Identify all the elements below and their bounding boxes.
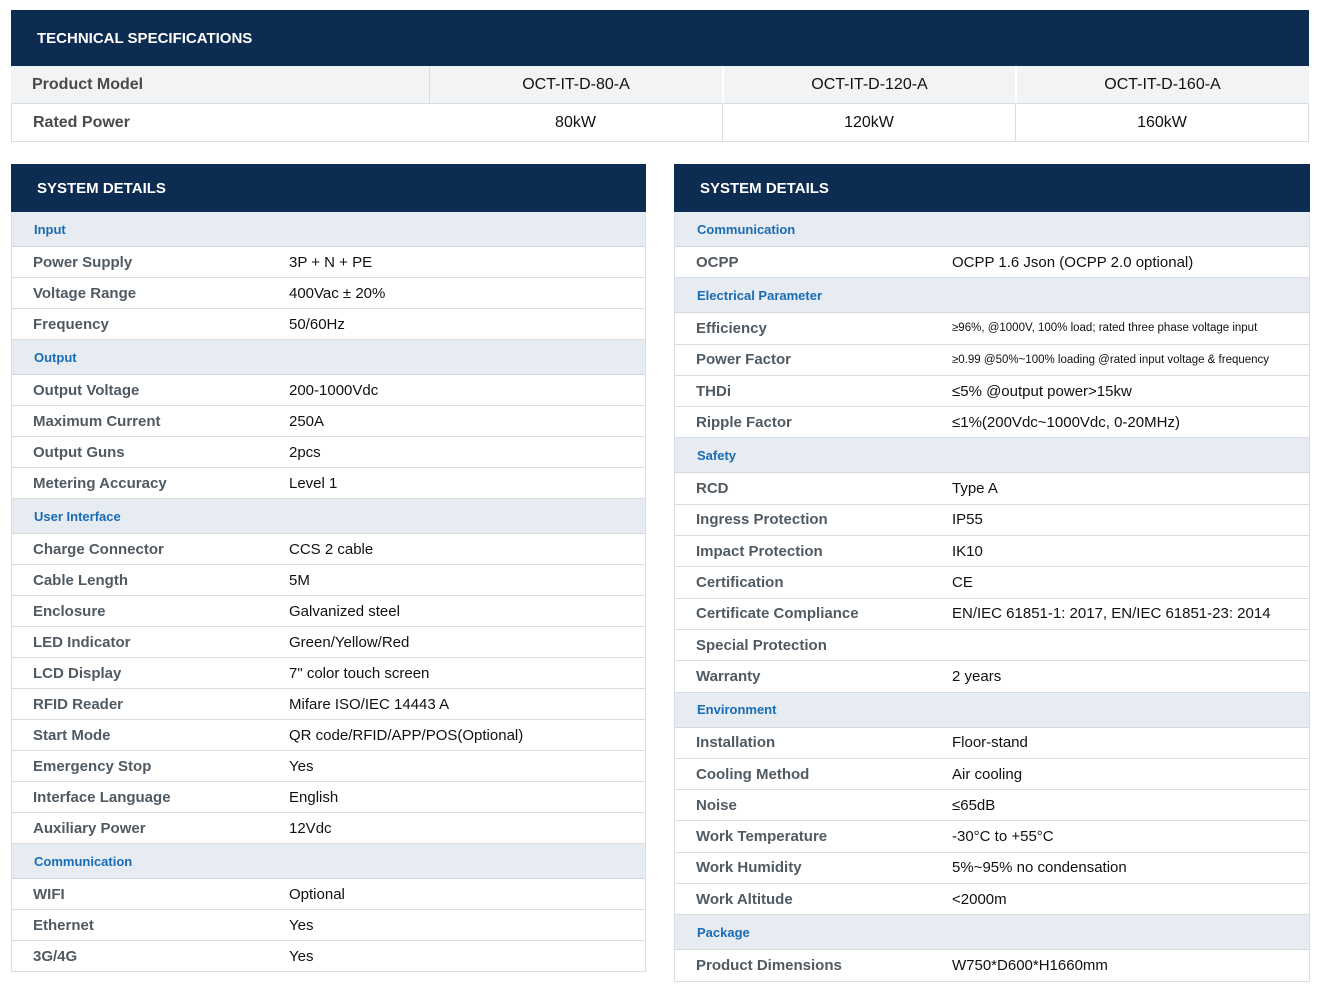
spec-value: IP55 — [952, 511, 983, 529]
power-80: 80kW — [555, 113, 596, 131]
spec-value: English — [289, 788, 339, 806]
spec-label: Ripple Factor — [696, 413, 792, 431]
spec-label: LED Indicator — [33, 633, 131, 651]
spec-row-impact-protection — [675, 536, 1309, 567]
spec-label: Ethernet — [33, 916, 94, 934]
spec-value: EN/IEC 61851-1: 2017, EN/IEC 61851-23: 2014 — [952, 605, 1271, 623]
spec-label: Ingress Protection — [696, 511, 828, 529]
spec-row-noise — [675, 790, 1309, 821]
spec-value: Yes — [289, 916, 314, 934]
spec-label: Voltage Range — [33, 284, 137, 302]
spec-label: Cable Length — [33, 571, 129, 589]
spec-row-start-mode — [12, 720, 645, 751]
spec-value: 200-1000Vdc — [289, 381, 379, 399]
system-details-left-header: SYSTEM DETAILS — [11, 164, 646, 212]
spec-value: 7" color touch screen — [289, 664, 430, 682]
spec-value: 12Vdc — [289, 819, 332, 837]
spec-row-efficiency — [675, 313, 1309, 344]
spec-row-special-protection — [675, 630, 1309, 661]
section-input: Input — [12, 212, 645, 247]
model-120: OCT-IT-D-120-A — [722, 66, 1015, 103]
spec-label: Charge Connector — [33, 540, 164, 558]
spec-label: Enclosure — [33, 602, 106, 620]
spec-value: 2pcs — [289, 443, 321, 461]
spec-label: Output Guns — [33, 443, 125, 461]
spec-value: Yes — [289, 947, 314, 965]
spec-value: Air cooling — [952, 765, 1023, 783]
model-160: OCT-IT-D-160-A — [1015, 66, 1308, 103]
spec-value: ≤5% @output power>15kw — [952, 382, 1132, 400]
spec-row-rcd — [675, 473, 1309, 504]
spec-row-power-supply — [12, 247, 645, 278]
spec-value: Galvanized steel — [289, 602, 400, 620]
system-details-left-panel — [11, 164, 646, 972]
spec-label: Emergency Stop — [33, 757, 152, 775]
spec-row-output-guns — [12, 437, 645, 468]
spec-row-emergency-stop — [12, 751, 645, 782]
spec-label: Warranty — [696, 667, 761, 685]
spec-value: -30°C to +55°C — [952, 828, 1054, 846]
spec-label: LCD Display — [33, 664, 122, 682]
spec-value: Optional — [289, 885, 345, 903]
spec-label: Impact Protection — [696, 542, 823, 560]
spec-row-voltage-range — [12, 278, 645, 309]
spec-label: Certification — [696, 574, 784, 592]
spec-row-charge-connector — [12, 534, 645, 565]
spec-row-product-dimensions — [675, 950, 1309, 981]
spec-label: Efficiency — [696, 319, 767, 337]
spec-label: Work Altitude — [696, 890, 793, 908]
spec-row-interface-language — [12, 782, 645, 813]
spec-label: Power Supply — [33, 253, 133, 271]
section-user-interface: User Interface — [12, 499, 645, 534]
spec-value: ≤65dB — [952, 796, 996, 814]
spec-label: RFID Reader — [33, 695, 124, 713]
spec-row-ripple-factor — [675, 407, 1309, 438]
spec-label: Product Dimensions — [696, 956, 842, 974]
spec-value: OCPP 1.6 Json (OCPP 2.0 optional) — [952, 253, 1194, 271]
spec-row-wifi — [12, 879, 645, 910]
product-model-row — [11, 66, 1309, 104]
spec-label: Special Protection — [696, 636, 827, 654]
spec-value: 50/60Hz — [289, 315, 345, 333]
system-details-right-panel — [674, 164, 1310, 982]
spec-value: 2 years — [952, 667, 1002, 685]
spec-label: Noise — [696, 796, 737, 814]
spec-label: Frequency — [33, 315, 109, 333]
rated-power-row — [11, 104, 1309, 142]
spec-row-maximum-current — [12, 406, 645, 437]
spec-value: Green/Yellow/Red — [289, 633, 410, 651]
spec-row-cable-length — [12, 565, 645, 596]
spec-row-enclosure — [12, 596, 645, 627]
spec-row-ethernet — [12, 910, 645, 941]
spec-row-power-factor — [675, 345, 1309, 376]
spec-row-ocpp — [675, 247, 1309, 278]
system-details-left-body — [11, 212, 646, 972]
spec-label: Maximum Current — [33, 412, 161, 430]
section-safety: Safety — [675, 438, 1309, 473]
spec-label: Work Humidity — [696, 859, 802, 877]
spec-row-ingress-protection — [675, 505, 1309, 536]
spec-row-cooling-method — [675, 759, 1309, 790]
spec-value: 5M — [289, 571, 310, 589]
spec-value: QR code/RFID/APP/POS(Optional) — [289, 726, 524, 744]
spec-row-3g-4g — [12, 941, 645, 972]
spec-value: IK10 — [952, 542, 983, 560]
spec-value: Level 1 — [289, 474, 338, 492]
power-160: 160kW — [1015, 104, 1308, 141]
spec-label: OCPP — [696, 253, 739, 271]
spec-row-metering-accuracy — [12, 468, 645, 499]
spec-value: 5%~95% no condensation — [952, 859, 1127, 877]
spec-label: 3G/4G — [33, 947, 78, 965]
spec-value: W750*D600*H1660mm — [952, 956, 1108, 974]
system-details-right-header: SYSTEM DETAILS — [674, 164, 1310, 212]
spec-row-rfid-reader — [12, 689, 645, 720]
spec-row-work-altitude — [675, 884, 1309, 915]
spec-label: WIFI — [33, 885, 65, 903]
spec-row-output-voltage — [12, 375, 645, 406]
section-electrical-parameter: Electrical Parameter — [675, 278, 1309, 313]
spec-value: Mifare ISO/IEC 14443 A — [289, 695, 450, 713]
spec-label: Work Temperature — [696, 828, 828, 846]
spec-label: RCD — [696, 480, 729, 498]
spec-value: CCS 2 cable — [289, 540, 374, 558]
section-environment: Environment — [675, 693, 1309, 728]
spec-value: ≤1%(200Vdc~1000Vdc, 0-20MHz) — [952, 413, 1180, 431]
spec-label: Start Mode — [33, 726, 111, 744]
spec-row-lcd-display — [12, 658, 645, 689]
spec-value: 400Vac ± 20% — [289, 284, 386, 302]
spec-row-work-temperature — [675, 821, 1309, 852]
section-package: Package — [675, 915, 1309, 950]
power-120: 120kW — [722, 104, 1015, 141]
model-80: OCT-IT-D-80-A — [429, 66, 722, 103]
spec-value: <2000m — [952, 890, 1007, 908]
section-communication: Communication — [12, 844, 645, 879]
spec-label: Power Factor — [696, 351, 792, 369]
spec-label: Metering Accuracy — [33, 474, 167, 492]
spec-value: 250A — [289, 412, 325, 430]
spec-row-thdi — [675, 376, 1309, 407]
spec-row-auxiliary-power — [12, 813, 645, 844]
spec-row-work-humidity — [675, 853, 1309, 884]
spec-value: ≥0.99 @50%~100% loading @rated input voltage & frequency — [952, 353, 1270, 366]
spec-value: CE — [952, 574, 973, 592]
spec-value: ≥96%, @1000V, 100% load; rated three phase voltage input — [952, 322, 1258, 335]
spec-value: 3P + N + PE — [289, 253, 373, 271]
spec-label: Cooling Method — [696, 765, 810, 783]
spec-value: Floor-stand — [952, 734, 1028, 752]
spec-label: Auxiliary Power — [33, 819, 146, 837]
spec-row-certification — [675, 567, 1309, 598]
spec-row-warranty — [675, 661, 1309, 692]
spec-label: Certificate Compliance — [696, 605, 859, 623]
spec-label: THDi — [696, 382, 731, 400]
section-output: Output — [12, 340, 645, 375]
spec-label: Interface Language — [33, 788, 171, 806]
spec-row-installation — [675, 728, 1309, 759]
rated-power-label: Rated Power — [33, 113, 130, 131]
spec-value: Type A — [952, 480, 998, 498]
spec-row-frequency — [12, 309, 645, 340]
section-communication: Communication — [675, 212, 1309, 247]
spec-row-led-indicator — [12, 627, 645, 658]
technical-specifications-table — [11, 10, 1309, 142]
spec-label: Installation — [696, 734, 776, 752]
tech-spec-header: TECHNICAL SPECIFICATIONS — [11, 10, 1309, 66]
system-details-right-body — [674, 212, 1310, 982]
spec-row-certificate-compliance — [675, 599, 1309, 630]
spec-label: Output Voltage — [33, 381, 140, 399]
product-model-label: Product Model — [32, 75, 144, 93]
spec-value: Yes — [289, 757, 314, 775]
